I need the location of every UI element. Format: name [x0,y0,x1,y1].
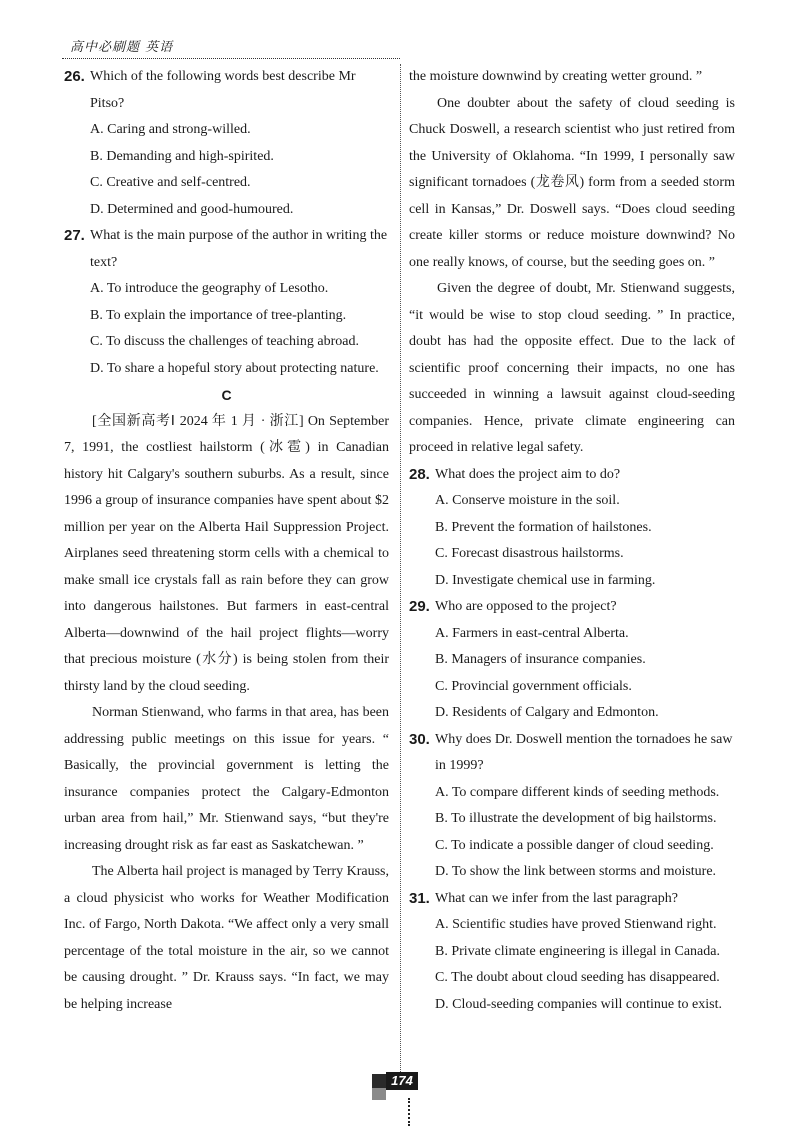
left-column [64,64,389,1018]
option-b: B. To explain the importance of tree-planting. [90,307,347,323]
question-number: 31. [409,889,430,907]
option-a: A. Farmers in east-central Alberta. [435,625,629,641]
option-c: C. Provincial government officials. [435,678,632,694]
passage-paragraph: [全国新高考Ⅰ 2024 年 1 月 · 浙江] On September 7, 1991, the costliest hailstorm (冰雹) in Canadian history hit Calgary's southern suburbs. As a result, since 1996 a group of insurance companies have spent about $2 million per year on the Alberta Hail Suppression Project. Airplanes seed threatening storm cells with a chemical to make small ice crystals fall as rain before they can grow into dangerous hailstones. But farmers in east-central Alberta—downwind of the hail project flights—worry that precious moisture (水分) is being stolen from their thirsty land by the cloud seeding. [64,413,389,694]
passage-paragraph: the moisture downwind by creating wetter ground. ” [409,69,703,84]
option-a: A. To compare different kinds of seeding methods. [435,784,720,800]
option-b: B. Managers of insurance companies. [435,652,646,667]
option-c: C. The doubt about cloud seeding has disappeared. [435,970,720,985]
question-30-options [409,780,735,886]
page-number-decoration [372,1074,386,1088]
question-stem: What is the main purpose of the author in writing the text? [90,228,388,270]
passage-paragraph: One doubter about the safety of cloud seeding is Chuck Doswell, a research scientist who just retired from the University of Oklahoma. “In 1999, I personally saw significant tornadoes (龙卷风) form from a seeded storm cell in Kansas,” Dr. Doswell says. “Does cloud seeding create killer storms or reduce moisture downwind? No one really knows, of course, but the seeding goes on. ” [409,95,735,270]
option-d: D. To share a hopeful story about protecting nature. [90,360,379,376]
page-number-dots [408,1098,410,1126]
page-number-decoration [372,1088,386,1100]
section-label: C [221,387,232,403]
passage-paragraph: Given the degree of doubt, Mr. Stienwand suggests, “it would be wise to stop cloud seeding. ” In practice, doubt has had the opposite effect. Due to the lack of scientific proof concerning their impacts, no one has succeeded in winning a lawsuit against cloud-seeding companies. Hence, private climate engineering can proceed in relative legal safety. [409,281,735,455]
question-number: 27. [64,227,85,244]
question-31 [409,886,735,913]
option-a: A. To introduce the geography of Lesotho. [90,281,329,296]
question-stem: Who are opposed to the project? [435,599,617,614]
page-header: 高中必刷题 英语 [70,40,174,55]
option-d: D. Investigate chemical use in farming. [435,572,656,588]
column-divider [400,64,401,1074]
page-number-badge [372,1072,422,1096]
option-a: A. Caring and strong-willed. [90,122,251,137]
page-number: 174 [386,1072,418,1090]
question-number: 28. [409,465,430,483]
question-26-options [64,117,389,223]
option-d: D. To show the link between storms and moisture. [435,864,717,879]
option-c: C. Creative and self-centred. [90,175,251,190]
question-30 [409,727,735,780]
option-b: B. Prevent the formation of hailstones. [435,519,652,535]
right-column [409,64,735,1018]
option-d: D. Cloud-seeding companies will continue to exist. [435,996,722,1012]
question-31-options [409,912,735,1018]
passage-paragraph: Norman Stienwand, who farms in that area, has been addressing public meetings on this issue for years. “ Basically, the provincial government is letting the insurance companies protect the Calgary-Edmonton urban area from hail,” Mr. Stienwand says, “but they're increasing drought risk as far east as Saskatchewan. ” [64,705,389,853]
option-d: D. Residents of Calgary and Edmonton. [435,705,659,720]
option-c: C. To discuss the challenges of teaching abroad. [90,334,359,349]
question-stem: What does the project aim to do? [435,466,621,482]
question-number: 29. [409,598,430,615]
question-26 [64,64,389,117]
option-c: C. Forecast disastrous hailstorms. [435,546,624,561]
question-number: 30. [409,730,430,748]
option-a: A. Scientific studies have proved Stienwand right. [435,917,717,932]
question-27 [64,223,389,276]
passage-paragraph: The Alberta hail project is managed by Terry Krauss, a cloud physicist who works for Weather Modification Inc. of Fargo, North Dakota. “We affect only a very small percentage of the total moisture in the air, so we cannot be causing drought. ” Dr. Krauss says. “In fact, we may be helping increase [64,864,389,1012]
question-stem: What can we infer from the last paragraph? [435,890,678,906]
option-d: D. Determined and good-humoured. [90,201,294,217]
header-divider [62,58,400,59]
question-number: 26. [64,68,85,85]
question-stem: Which of the following words best describe Mr Pitso? [90,69,356,111]
option-c: C. To indicate a possible danger of cloud seeding. [435,837,714,853]
option-b: B. Demanding and high-spirited. [90,148,274,164]
question-29 [409,594,735,621]
question-28-options [409,488,735,594]
question-stem: Why does Dr. Doswell mention the tornadoes he saw in 1999? [435,731,733,773]
question-29-options [409,621,735,727]
option-a: A. Conserve moisture in the soil. [435,493,620,508]
option-b: B. To illustrate the development of big hailstorms. [435,811,717,826]
question-28 [409,462,735,489]
question-27-options [64,276,389,382]
option-b: B. Private climate engineering is illegal in Canada. [435,943,720,959]
